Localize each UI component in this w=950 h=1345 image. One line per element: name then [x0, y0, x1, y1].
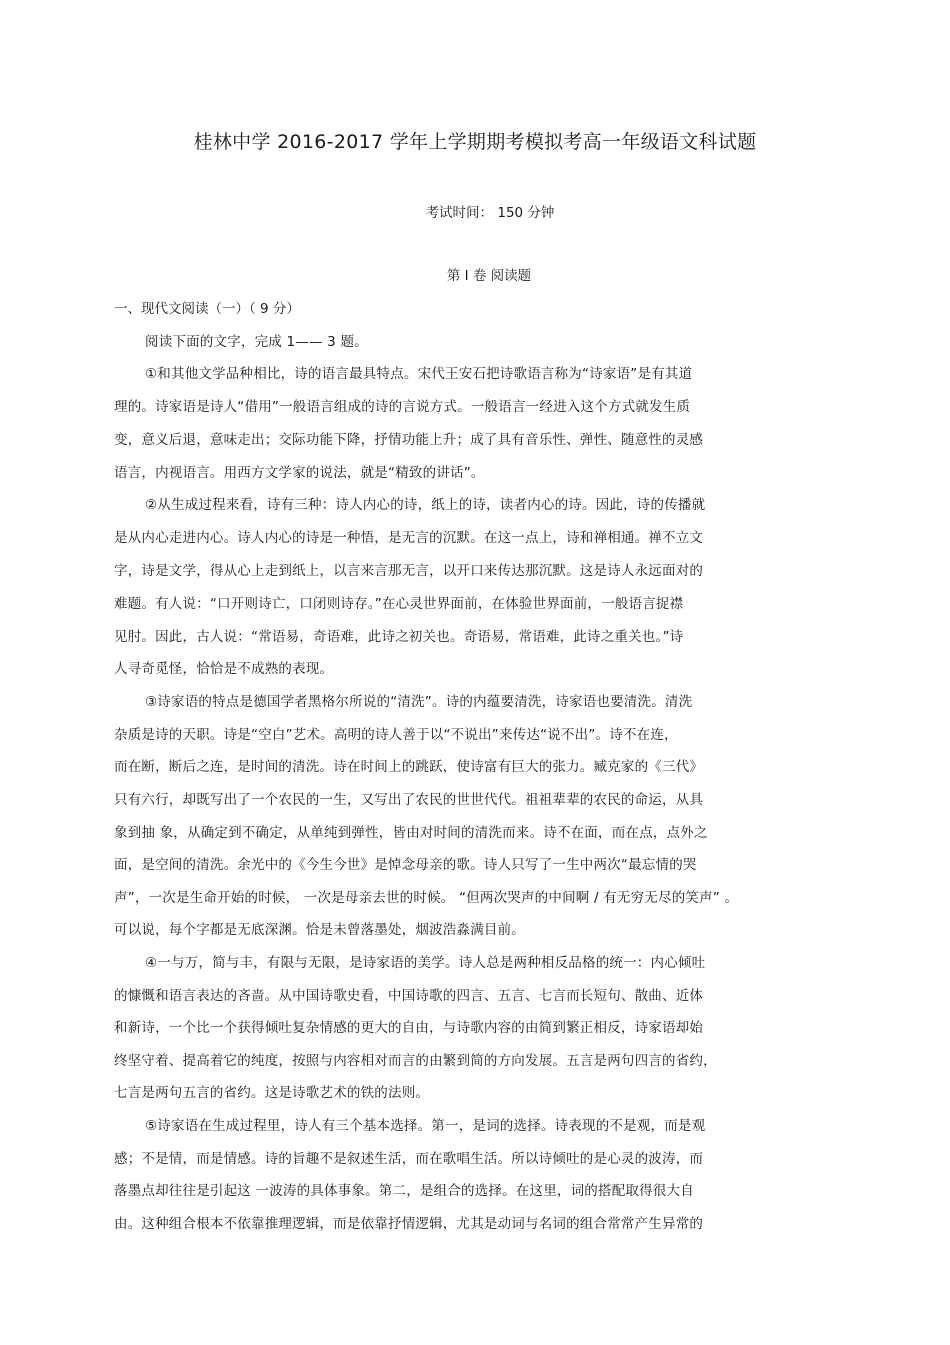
instruction-line: 阅读下面的文字，完成 1—— 3 题。: [145, 334, 368, 350]
paragraph-line: 象到抽 象，从确定到不确定，从单纯到弹性，皆由对时间的清洗而来。诗不在面，而在点，点外之: [114, 825, 708, 841]
paragraph-line: 面，是空间的清洗。余光中的《今生今世》是悼念母亲的歌。诗人只写了一生中两次“最忘情的哭: [114, 857, 697, 873]
paragraph-line: 而在断，断后之连，是时间的清洗。诗在时间上的跳跃，使诗富有巨大的张力。臧克家的《三代》: [114, 759, 704, 775]
paragraph-line: ②从生成过程来看，诗有三种：诗人内心的诗，纸上的诗，读者内心的诗。因此，诗的传播就: [145, 497, 706, 513]
paragraph-line: 难题。有人说：“口开则诗亡，口闭则诗存。”在心灵世界面前，在体验世界面前，一般语言捉襟: [114, 596, 684, 612]
paragraph-line: 声”，一次是生命开始的时候， 一次是母亲去世的时候。 “但两次哭声的中间啊 / 有无穷无尽的笑声” 。: [114, 890, 739, 906]
paragraph-line: ①和其他文学品种相比，诗的语言最具特点。宋代王安石把诗歌语言称为“诗家语”是有其道: [145, 366, 693, 382]
paragraph-line: 是从内心走进内心。诗人内心的诗是一种悟，是无言的沉默。在这一点上，诗和禅相通。禅不立文: [114, 530, 704, 546]
paragraph-line: 的慷慨和语言表达的吝啬。从中国诗歌史看，中国诗歌的四言、五言、七言而长短句、散曲、近体: [114, 988, 704, 1004]
paragraph-line: 可以说，每个字都是无底深渊。恰是未曾落墨处，烟波浩淼满目前。: [114, 922, 525, 938]
paragraph-line: 见肘。因此，古人说：“常语易，奇语难，此诗之初关也。奇语易，常语难，此诗之重关也。”诗: [114, 629, 684, 645]
section-heading: 一、现代文阅读（一）（ 9 分）: [114, 301, 300, 317]
paragraph-line: 杂质是诗的天职。诗是“空白”艺术。高明的诗人善于以“不说出”来传达“说不出”。诗不在连，: [114, 727, 678, 743]
paragraph-line: ④一与万，简与丰，有限与无限，是诗家语的美学。诗人总是两种相反品格的统一：内心倾吐: [145, 955, 706, 971]
paragraph-line: 由。这种组合根本不依靠推理逻辑，而是依靠抒情逻辑，尤其是动词与名词的组合常常产生异常的: [114, 1216, 704, 1232]
paragraph-line: 七言是两句五言的省约。这是诗歌艺术的铁的法则。: [114, 1085, 430, 1101]
paragraph-line: 和新诗，一个比一个获得倾吐复杂情感的更大的自由，与诗歌内容的由简到繁正相反，诗家语却始: [114, 1020, 704, 1036]
paragraph-line: 终坚守着、提高着它的纯度，按照与内容相对而言的由繁到简的方向发展。五言是两句四言的省约，: [114, 1053, 717, 1069]
paragraph-line: 字，诗是文学，得从心上走到纸上，以言来言那无言，以开口来传达那沉默。这是诗人永远面对的: [114, 563, 704, 579]
part-title: 第 I 卷 阅读题: [446, 268, 532, 284]
paragraph-line: 语言，内视语言。用西方文学家的说法，就是“精致的讲话”。: [114, 465, 485, 481]
paragraph-line: 只有六行，却既写出了一个农民的一生，又写出了农民的世世代代。祖祖辈辈的农民的命运，从具: [114, 792, 704, 808]
paragraph-line: ⑤诗家语在生成过程里，诗人有三个基本选择。第一，是词的选择。诗表现的不是观，而是观: [145, 1118, 706, 1134]
paragraph-line: 感；不是情，而是情感。诗的旨趣不是叙述生活，而在歌唱生活。所以诗倾吐的是心灵的波涛，而: [114, 1151, 704, 1167]
exam-title: 桂林中学 2016-2017 学年上学期期考模拟考高一年级语文科试题: [193, 131, 757, 153]
paragraph-line: 理的。诗家语是诗人“借用”一般语言组成的诗的言说方式。一般语言一经进入这个方式就发生质: [114, 399, 691, 415]
exam-time: 考试时间： 150 分钟: [425, 205, 555, 221]
paragraph-line: ③诗家语的特点是德国学者黑格尔所说的“清洗”。诗的内蕴要清洗，诗家语也要清洗。清洗: [145, 694, 693, 710]
paragraph-line: 落墨点却往往是引起这 一波涛的具体事象。第二，是组合的选择。在这里，词的搭配取得很大自: [114, 1183, 694, 1199]
paragraph-line: 人寻奇觅怪，恰恰是不成熟的表现。: [114, 661, 334, 677]
paragraph-line: 变，意义后退，意味走出；交际功能下降，抒情功能上升；成了具有音乐性、弹性、随意性的灵感: [114, 432, 704, 448]
